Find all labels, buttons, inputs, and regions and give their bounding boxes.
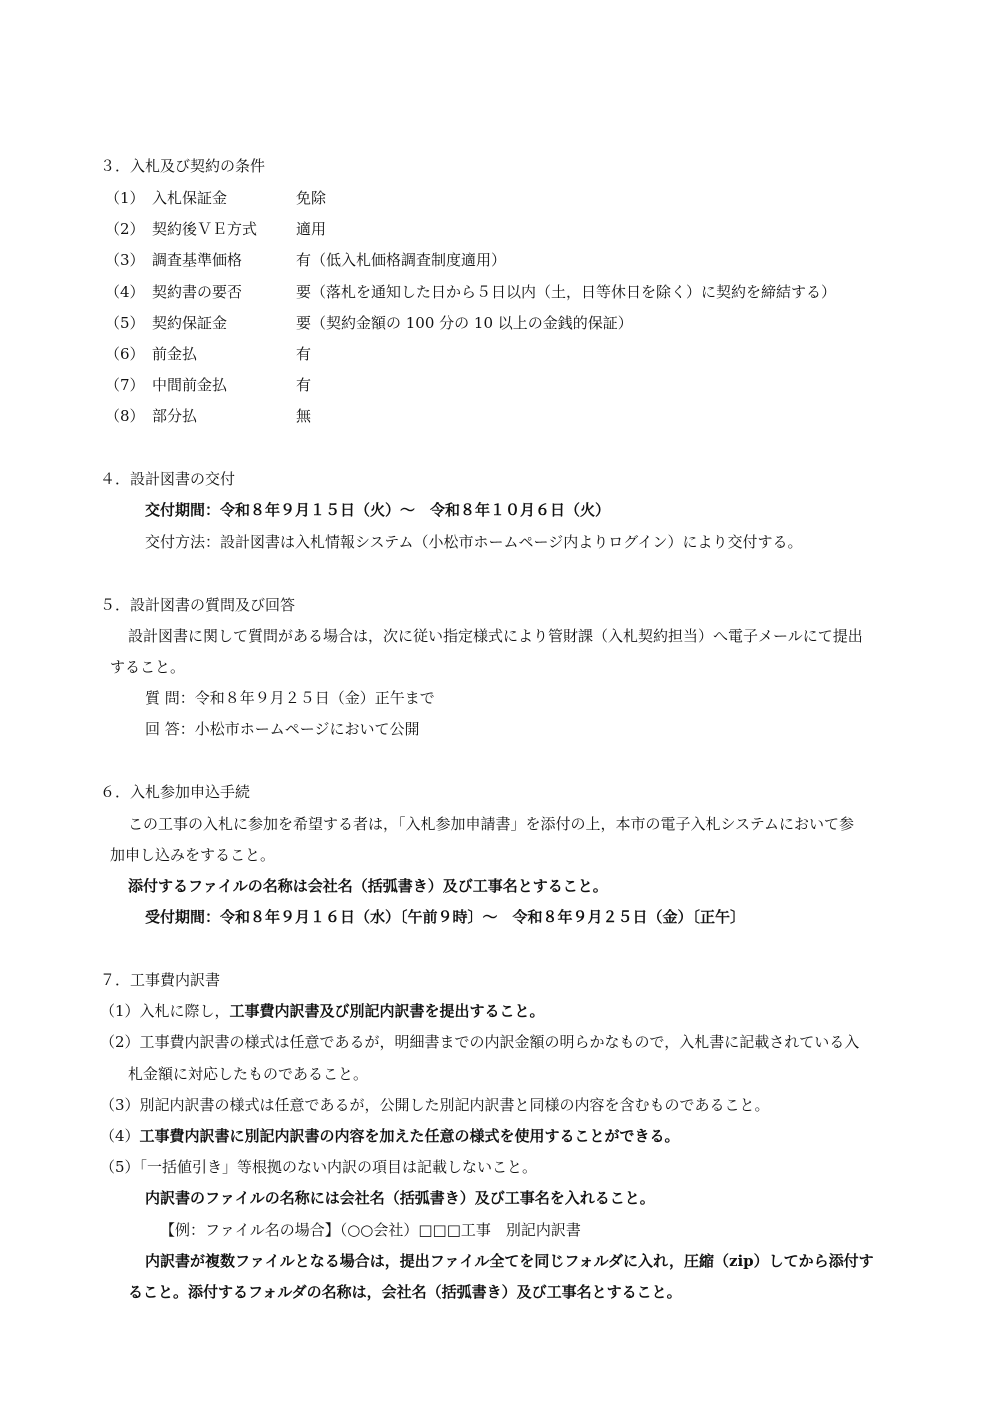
condition-value: 有（低入札価格調査制度適用） — [296, 251, 507, 269]
breakdown-item-2-line-1: （2）工事費内訳書の様式は任意であるが，明細書までの内訳金額の明らかなもので，入札書に記載されている入 — [100, 1033, 860, 1051]
question-deadline: 質 問：令和８年９月２５日（金）正午まで — [145, 689, 435, 707]
section-3-heading: ３．入札及び契約の条件 — [100, 157, 266, 175]
condition-value: 免除 — [296, 189, 327, 207]
questions-paragraph-line-2: すること。 — [110, 658, 186, 676]
distribution-method: 交付方法：設計図書は入札情報システム（小松市ホームページ内よりログイン）により交付する。 — [145, 533, 803, 551]
application-paragraph-line-1: この工事の入札に参加を希望する者は，「入札参加申請書」を添付の上，本市の電子入札システムにおいて参 — [128, 815, 855, 833]
condition-label: 契約後ＶＥ方式 — [152, 220, 258, 238]
breakdown-item-4-number: （4） — [100, 1127, 140, 1145]
breakdown-file-name-note: 内訳書のファイルの名称には会社名（括弧書き）及び工事名を入れること。 — [145, 1189, 655, 1207]
acceptance-period: 受付期間：令和８年９月１６日（水）〔午前９時〕～ 令和８年９月２５日（金）〔正午〕 — [145, 908, 746, 926]
condition-number: （1） — [105, 189, 145, 207]
breakdown-item-5: （5）「一括値引き」等根拠のない内訳の項目は記載しないこと。 — [100, 1158, 538, 1176]
condition-number: （7） — [105, 376, 145, 394]
section-6-heading: ６．入札参加申込手続 — [100, 783, 251, 801]
breakdown-item-3: （3）別記内訳書の様式は任意であるが，公開した別記内訳書と同様の内容を含むものであること。 — [100, 1096, 770, 1114]
breakdown-item-4-emphasis: 工事費内訳書に別記内訳書の内容を加えた任意の様式を使用することができる。 — [139, 1127, 680, 1145]
section-4-heading: ４．設計図書の交付 — [100, 470, 236, 488]
file-name-example: 【例：ファイル名の場合】（○○会社）□□□工事 別記内訳書 — [160, 1221, 581, 1239]
breakdown-item-1-lead: （1）入札に際し， — [100, 1002, 230, 1020]
condition-label: 契約書の要否 — [152, 283, 243, 301]
condition-label: 調査基準価格 — [152, 251, 243, 269]
condition-value: 無 — [296, 407, 312, 425]
breakdown-item-2-line-2: 札金額に対応したものであること。 — [128, 1065, 369, 1083]
multiple-files-note-line-1: 内訳書が複数ファイルとなる場合は，提出ファイル全てを同じフォルダに入れ，圧縮（zip）してから添付す — [145, 1252, 874, 1270]
breakdown-item-1 — [100, 1001, 545, 1021]
condition-number: （8） — [105, 407, 145, 425]
condition-number: （5） — [105, 314, 145, 332]
answer-publication: 回 答：小松市ホームページにおいて公開 — [145, 720, 420, 738]
condition-number: （4） — [105, 283, 145, 301]
multiple-files-note-line-2: ること。添付するフォルダの名称は，会社名（括弧書き）及び工事名とすること。 — [128, 1283, 682, 1301]
section-7-heading: ７．工事費内訳書 — [100, 971, 221, 989]
condition-value: 有 — [296, 376, 312, 394]
distribution-period: 交付期間：令和８年９月１５日（火）～ 令和８年１０月６日（火） — [145, 501, 611, 519]
condition-label: 部分払 — [152, 407, 198, 425]
condition-value: 要（落札を通知した日から５日以内（土，日等休日を除く）に契約を締結する） — [296, 283, 837, 301]
condition-label: 入札保証金 — [152, 189, 228, 207]
section-5-heading: ５．設計図書の質問及び回答 — [100, 596, 296, 614]
condition-number: （6） — [105, 345, 145, 363]
application-paragraph-line-2: 加申し込みをすること。 — [110, 846, 276, 864]
questions-paragraph-line-1: 設計図書に関して質問がある場合は，次に従い指定様式により管財課（入札契約担当）へ電子メールにて提出 — [128, 627, 863, 645]
condition-number: （2） — [105, 220, 145, 238]
breakdown-item-1-emphasis: 工事費内訳書及び別記内訳書を提出すること。 — [229, 1002, 545, 1020]
condition-value: 有 — [296, 345, 312, 363]
condition-value: 要（契約金額の 100 分の 10 以上の金銭的保証） — [296, 314, 633, 332]
breakdown-item-4 — [100, 1126, 680, 1146]
condition-label: 契約保証金 — [152, 314, 228, 332]
condition-label: 前金払 — [152, 345, 198, 363]
condition-number: （3） — [105, 251, 145, 269]
condition-value: 適用 — [296, 220, 327, 238]
condition-label: 中間前金払 — [152, 376, 228, 394]
attachment-name-note: 添付するファイルの名称は会社名（括弧書き）及び工事名とすること。 — [128, 877, 608, 895]
